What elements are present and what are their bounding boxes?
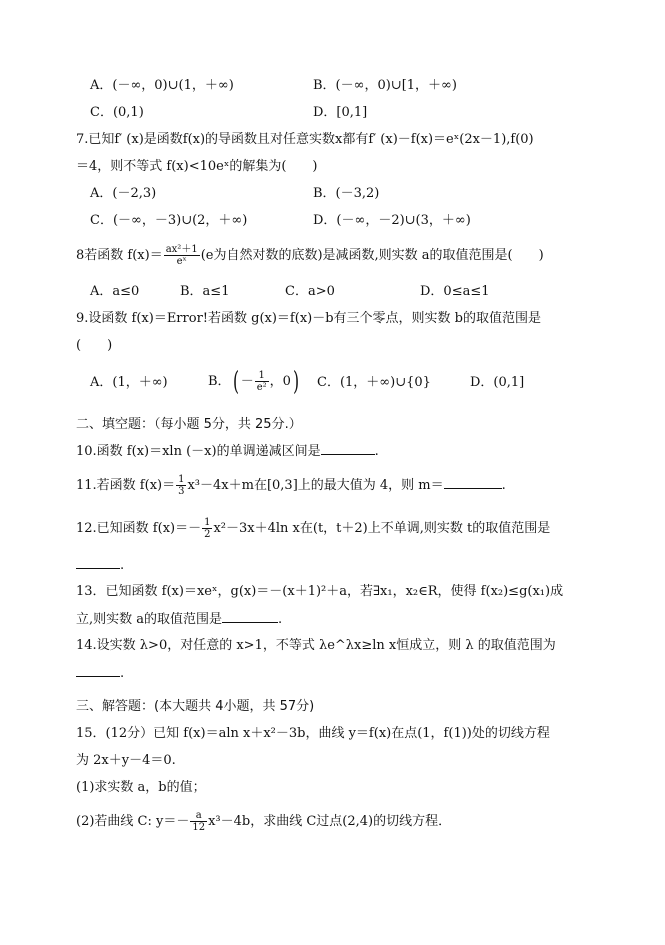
q8-stem [76,241,544,271]
q9-option-b-fraction-numerator: 1 [255,370,269,382]
q12-prefix: 12.已知函数 f(x)＝－ [76,521,202,536]
q8-fraction-numerator: ax²＋1 [165,244,198,255]
q11-stem [76,471,506,501]
q10-stem [76,442,379,461]
q8-option-a: A．a≤0 [90,284,140,299]
q15-stem-line1: 15．(12分）已知 f(x)＝aln x＋x²－3b，曲线 y＝f(x)在点(1，f(1))处的切线方程 [76,726,550,741]
q9-option-b-minus: － [240,374,254,389]
q11-fraction-denominator: 3 [178,486,185,497]
q11-end: . [501,478,506,493]
q8-suffix: (e为自然对数的底数)是减函数,则实数 a的取值范围是( ) [200,248,544,263]
q12-stem [76,514,550,544]
q7-option-b: B．(－3,2) [313,186,380,201]
q9-option-b [208,363,301,401]
q7-option-c: C．(－∞，－3)∪(2，＋∞) [90,213,248,228]
q6-option-d: D．[0,1] [313,105,368,120]
q15-part1: (1)求实数 a，b的值； [76,780,206,795]
q14-answer-blank [76,664,120,677]
q9-option-b-tail: ，0 [269,374,291,389]
q8-fraction [164,244,200,267]
q13-line2-text: 立,则实数 a的取值范围是 [76,612,223,627]
q6-option-a: A．(－∞，0)∪(1，＋∞) [90,78,234,93]
q13-stem-line1: 13．已知函数 f(x)＝xeˣ，g(x)＝－(x＋1)²＋a，若∃x₁，x₂∈R，使得 f(x₂)≤g(x₁)成 [76,584,564,599]
q8-option-d: D．0≤a≤1 [420,284,490,299]
q9-option-b-label: B． [208,374,231,389]
q12-fraction [202,517,212,540]
q12-middle: x²－3x＋4ln x在(t，t＋2)上不单调,则实数 t的取值范围是 [213,521,551,536]
q12-answer-blank [76,556,120,569]
q8-fraction-denominator: eˣ [176,256,187,267]
q11-fraction-numerator: 1 [178,474,185,485]
q9-option-b-left-paren: ( [232,366,239,397]
q9-option-b-fraction [255,370,269,393]
q7-stem-line2: ＝4，则不等式 f(x)<10eˣ的解集为( ) [76,159,318,174]
q14-stem-line1: 14.设实数 λ>0，对任意的 x>1，不等式 λe^λx≥ln x恒成立，则 λ 的取值范围为 [76,638,556,653]
q11-fraction [176,474,186,497]
q9-stem-line2: ( ) [76,338,113,353]
q14-end: . [120,666,125,681]
q9-option-b-fraction-denominator: e² [256,382,267,393]
q14-answer-line [76,664,124,683]
q15-part2-fraction-denominator: 12 [192,822,206,833]
q13-answer-blank [222,610,278,623]
q15-part2-fraction-numerator: a [190,810,207,822]
q6-option-c: C．(0,1) [90,105,144,120]
q9-option-a: A．(1，＋∞) [90,375,168,390]
q11-middle: x³－4x＋m在[0,3]上的最大值为 4，则 m＝ [187,478,444,493]
q15-part2 [76,807,451,837]
q9-stem-line1: 9.设函数 f(x)＝Error!若函数 g(x)＝f(x)－b有三个零点，则实数 b的取值范围是 [76,311,541,326]
q12-fraction-denominator: 2 [204,529,211,540]
q12-answer-line [76,556,124,575]
q8-option-b: B．a≤1 [180,284,230,299]
q7-option-a: A．(－2,3) [90,186,157,201]
q11-answer-blank [444,476,502,489]
q6-option-b: B．(－∞，0)∪[1，＋∞) [313,78,457,93]
q13-stem-line2 [76,610,282,629]
q9-option-d: D．(0,1] [470,375,525,390]
q15-stem-line2: 为 2x＋y－4＝0. [76,753,176,768]
q10-answer-blank [321,442,375,455]
q15-part2-suffix: x³－4b，求曲线 C过点(2,4)的切线方程． [208,814,452,829]
q9-option-c: C．(1，＋∞)∪{0} [317,375,431,390]
q12-fraction-numerator: 1 [204,517,211,528]
section-fill-in-heading: 二、填空题：（每小题 5分，共 25分.） [76,417,302,432]
q12-end: . [120,558,125,573]
q7-stem-line1: 7.已知f′ (x)是函数f(x)的导函数且对任意实数x都有f′ (x)－f(x)＝eˣ(2x－1),f(0) [76,132,534,147]
q9-option-b-right-paren: ) [292,366,300,397]
q7-option-d: D．(－∞，－2)∪(3，＋∞) [313,213,471,228]
section-solution-heading: 三、解答题：(本大题共 4小题，共 57分) [76,699,315,714]
q8-option-c: C．a>0 [285,284,335,299]
q13-end: . [278,612,283,627]
q15-part2-fraction [190,810,207,833]
q10-text: 10.函数 f(x)＝xln (－x)的单调递减区间是 [76,444,321,459]
q15-part2-prefix: (2)若曲线 C: y＝－ [76,814,190,829]
q11-prefix: 11.若函数 f(x)＝ [76,478,176,493]
q8-prefix: 8若函数 f(x)＝ [76,248,163,263]
q10-end: . [374,444,379,459]
